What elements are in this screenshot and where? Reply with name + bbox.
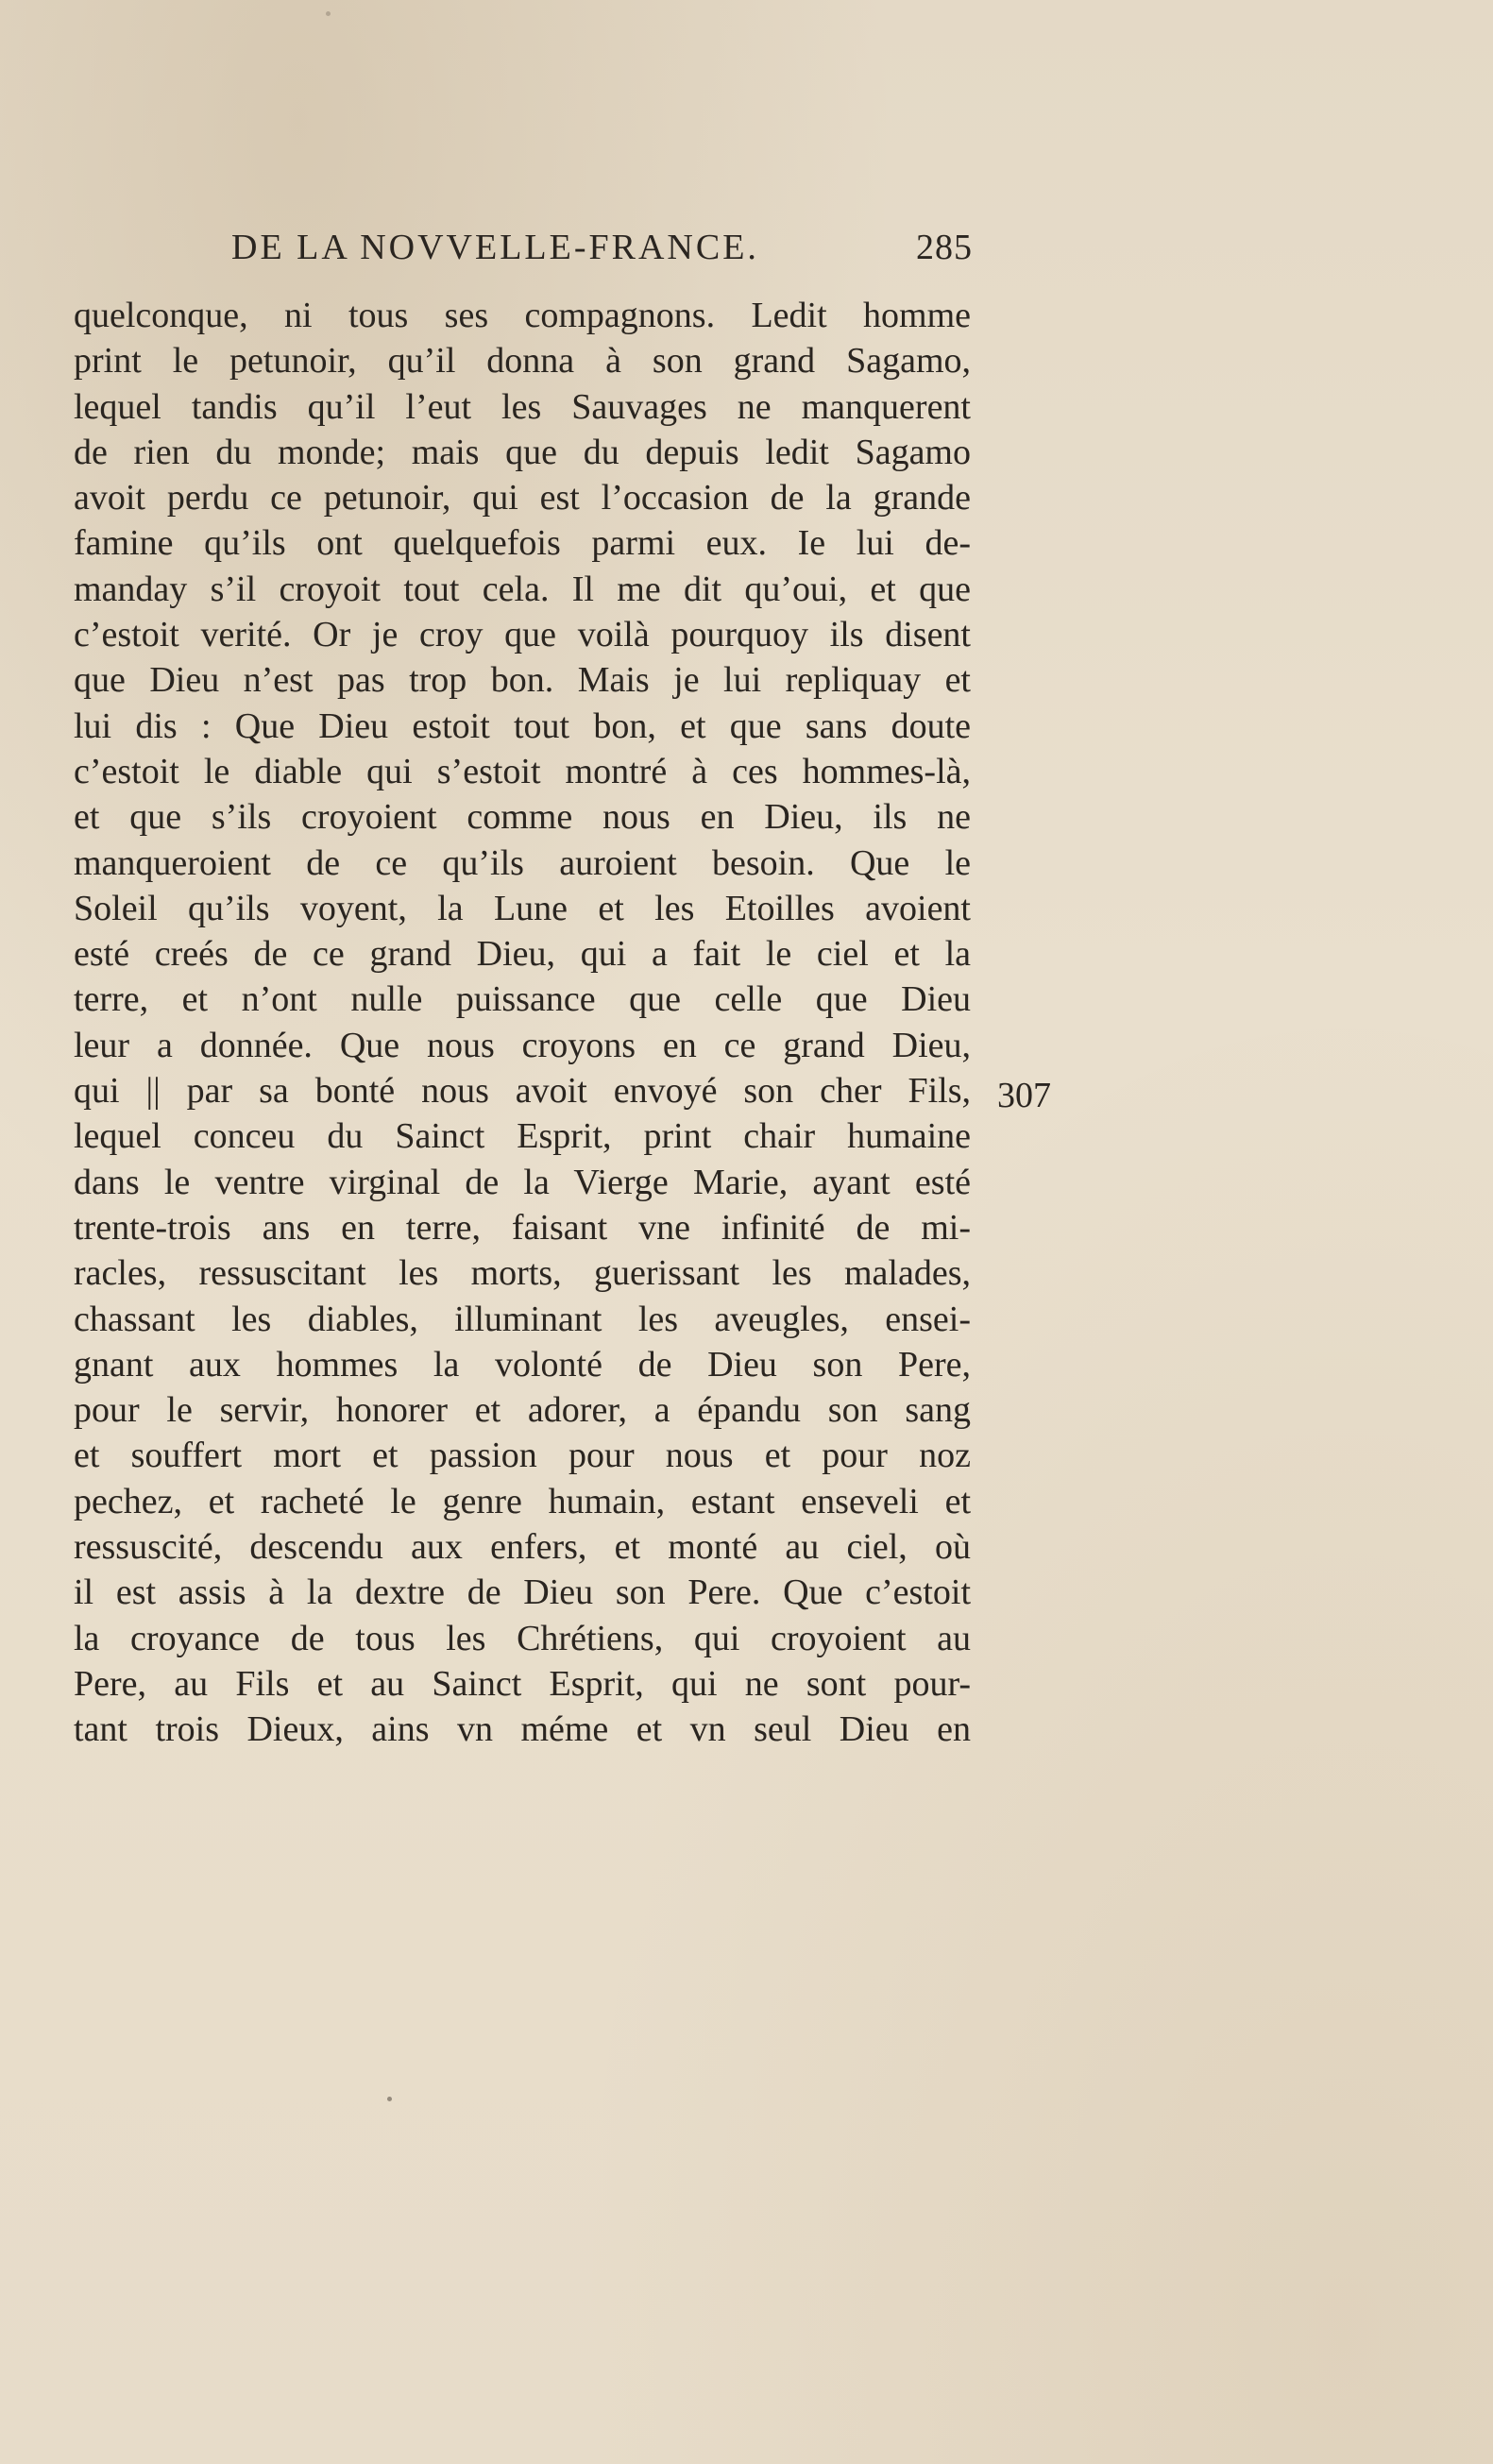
text-line: que Dieu n’est pas trop bon. Mais je lui repliquay et <box>74 660 971 701</box>
paper-speck <box>326 11 331 16</box>
text-line: trente-trois ans en terre, faisant vne infinité de mi- <box>74 1207 971 1248</box>
text-line: pechez, et racheté le genre humain, estant enseveli et <box>74 1481 971 1521</box>
text-line: lequel conceu du Sainct Esprit, print chair humaine <box>74 1116 971 1157</box>
text-line: et que s’ils croyoient comme nous en Dieu, ils ne <box>74 797 971 838</box>
text-line: dans le ventre virginal de la Vierge Marie, ayant esté <box>74 1162 971 1202</box>
text-line: famine qu’ils ont quelquefois parmi eux. Ie lui de- <box>74 523 971 564</box>
text-line: Pere, au Fils et au Sainct Esprit, qui ne sont pour- <box>74 1663 971 1704</box>
running-title: DE LA NOVVELLE-FRANCE. <box>231 228 759 267</box>
text-line: il est assis à la dextre de Dieu son Pere. Que c’estoit <box>74 1572 971 1613</box>
page-number: 285 <box>916 228 973 267</box>
text-line: pour le servir, honorer et adorer, a épandu son sang <box>74 1390 971 1431</box>
margin-page-reference: 307 <box>997 1076 1051 1115</box>
text-line: qui || par sa bonté nous avoit envoyé son cher Fils, <box>74 1071 971 1112</box>
text-line: quelconque, ni tous ses compagnons. Ledit homme <box>74 296 971 335</box>
text-line: terre, et n’ont nulle puissance que celle que Dieu <box>74 979 971 1020</box>
text-line: print le petunoir, qu’il donna à son grand Sagamo, <box>74 341 971 382</box>
text-line: avoit perdu ce petunoir, qui est l’occasion de la grande <box>74 478 971 518</box>
text-line: lui dis : Que Dieu estoit tout bon, et que sans doute <box>74 705 971 746</box>
text-line: lequel tandis qu’il l’eut les Sauvages ne manquerent <box>74 386 971 427</box>
running-head <box>231 227 973 274</box>
text-line: racles, ressuscitant les morts, guerissant les malades, <box>74 1253 971 1294</box>
text-line: la croyance de tous les Chrétiens, qui croyoient au <box>74 1618 971 1658</box>
text-line: esté creés de ce grand Dieu, qui a fait le ciel et la <box>74 934 971 975</box>
text-line: c’estoit le diable qui s’estoit montré à ces hommes-là, <box>74 751 971 791</box>
text-line: manqueroient de ce qu’ils auroient besoin. Que le <box>74 842 971 883</box>
text-line: de rien du monde; mais que du depuis ledit Sagamo <box>74 432 971 472</box>
text-line: et souffert mort et passion pour nous et pour noz <box>74 1436 971 1476</box>
paper-speck <box>387 2097 392 2101</box>
body-text <box>74 293 971 1753</box>
text-line: leur a donnée. Que nous croyons en ce grand Dieu, <box>74 1025 971 1065</box>
text-line: tant trois Dieux, ains vn méme et vn seul Dieu en <box>74 1709 971 1750</box>
text-line: chassant les diables, illuminant les aveugles, ensei- <box>74 1299 971 1339</box>
text-line: gnant aux hommes la volonté de Dieu son Pere, <box>74 1344 971 1385</box>
text-line: c’estoit verité. Or je croy que voilà pourquoy ils disent <box>74 615 971 655</box>
text-line: Soleil qu’ils voyent, la Lune et les Etoilles avoient <box>74 888 971 928</box>
text-line: ressuscité, descendu aux enfers, et monté au ciel, où <box>74 1527 971 1568</box>
text-line: manday s’il croyoit tout cela. Il me dit qu’oui, et que <box>74 569 971 609</box>
